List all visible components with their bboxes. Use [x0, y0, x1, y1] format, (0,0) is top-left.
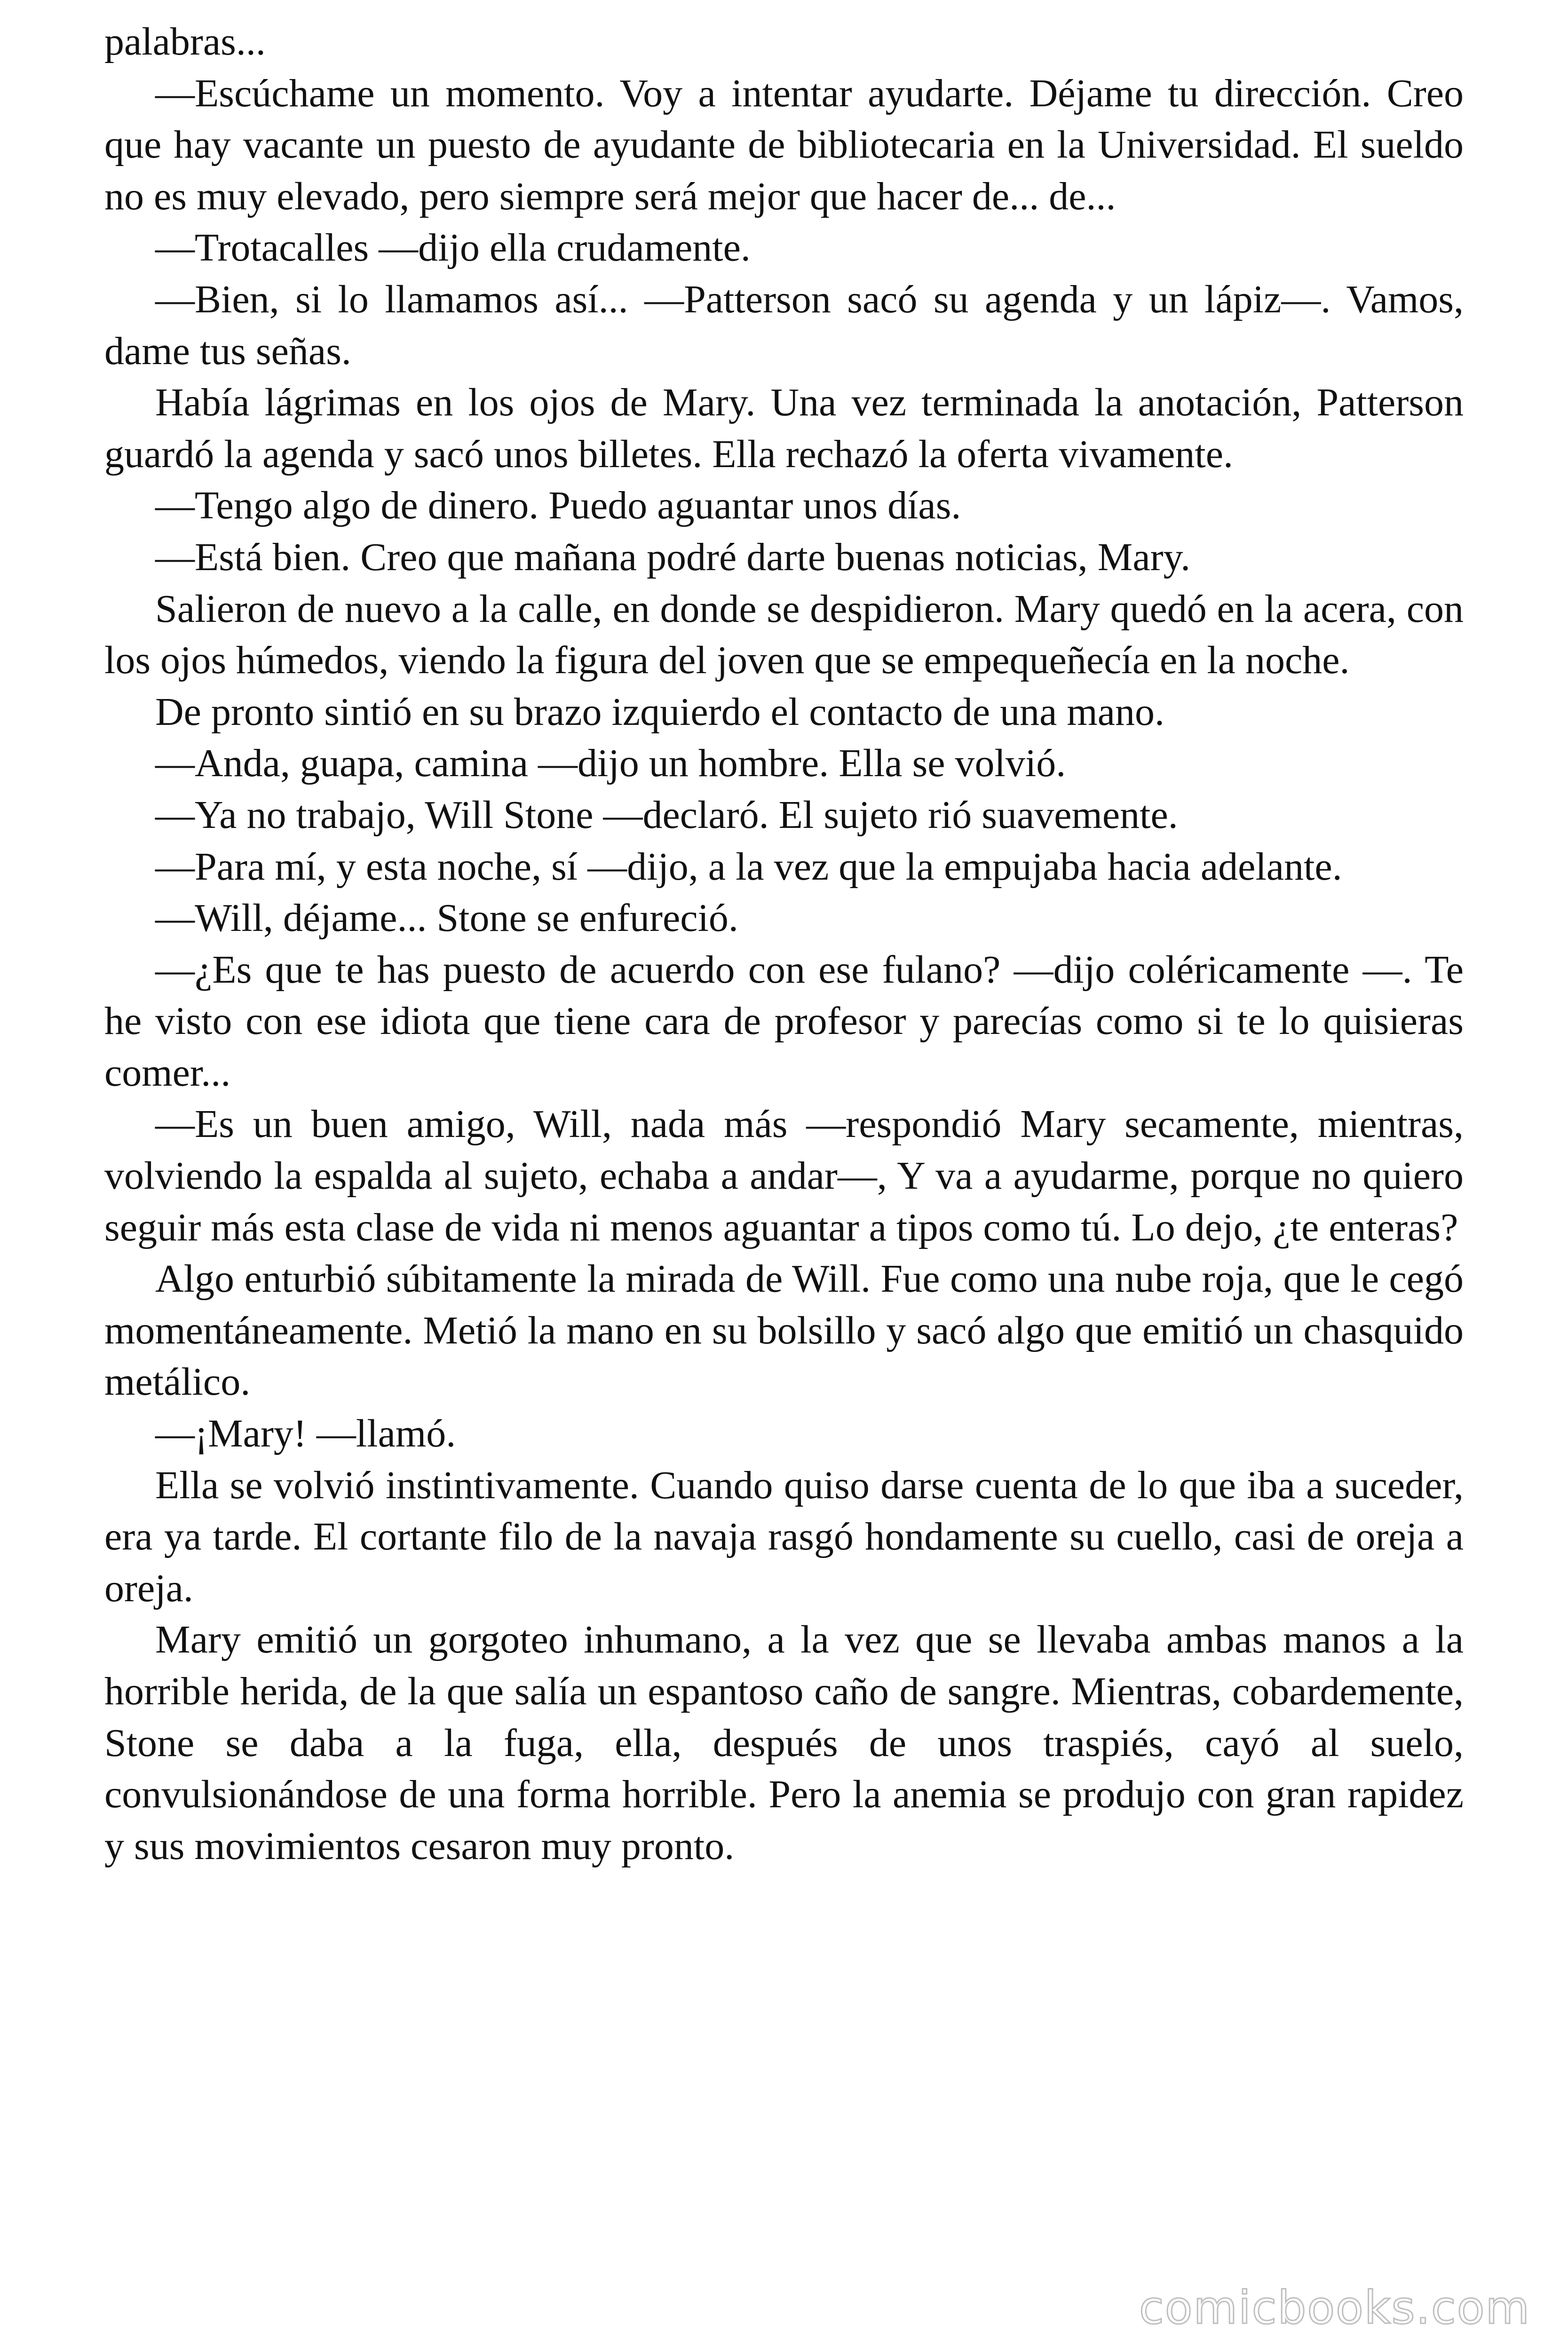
paragraph: Ella se volvió instintivamente. Cuando quiso darse cuenta de lo que iba a suceder, era ya tarde. El cortante filo de la navaja rasgó hondamente su cuello, casi de oreja a oreja.	[104, 1463, 1464, 1610]
paragraph: Había lágrimas en los ojos de Mary. Una vez terminada la anotación, Patterson guardó la agenda y sacó unos billetes. Ella rechazó la oferta vivamente.	[104, 381, 1464, 476]
paragraph: —Bien, si lo llamamos así... —Patterson sacó su agenda y un lápiz—. Vamos, dame tus señas.	[104, 277, 1464, 373]
paragraph: —Anda, guapa, camina —dijo un hombre. Ella se volvió.	[155, 741, 1066, 786]
paragraph: —Es un buen amigo, Will, nada más —respondió Mary secamente, mientras, volviendo la espalda al sujeto, echaba a andar—, Y va a ayudarme, porque no quiero seguir más esta clase de vida ni menos aguantar a tipos como tú. Lo dejo, ¿te enteras?	[104, 1102, 1464, 1249]
paragraph: —Trotacalles —dijo ella crudamente.	[155, 226, 751, 270]
paragraph: palabras...	[104, 20, 266, 64]
watermark-text: comicbooks.com	[1139, 2281, 1530, 2334]
paragraph: Mary emitió un gorgoteo inhumano, a la vez que se llevaba ambas manos a la horrible herida, de la que salía un espantoso caño de sangre. Mientras, cobardemente, Stone se daba a la fuga, ella, después de unos traspiés, cayó al suelo, convulsionándose de una forma horrible. Pero la anemia se produjo con gran rapidez y sus movimientos cesaron muy pronto.	[104, 1618, 1464, 1868]
body-text	[104, 16, 1464, 1872]
paragraph: —¿Es que te has puesto de acuerdo con ese fulano? —dijo coléricamente —. Te he visto con ese idiota que tiene cara de profesor y parecías como si te lo quisieras comer...	[104, 947, 1464, 1095]
paragraph: Algo enturbió súbitamente la mirada de Will. Fue como una nube roja, que le cegó momentáneamente. Metió la mano en su bolsillo y sacó algo que emitió un chasquido metálico.	[104, 1257, 1464, 1404]
paragraph: —Ya no trabajo, Will Stone —declaró. El sujeto rió suavemente.	[155, 793, 1178, 837]
paragraph: —Está bien. Creo que mañana podré darte buenas noticias, Mary.	[155, 535, 1191, 579]
paragraph: —Escúchame un momento. Voy a intentar ayudarte. Déjame tu dirección. Creo que hay vacante un puesto de ayudante de bibliotecaria en la Universidad. El sueldo no es muy elevado, pero siempre será mejor que hacer de... de...	[104, 71, 1464, 218]
paragraph: Salieron de nuevo a la calle, en donde se despidieron. Mary quedó en la acera, con los ojos húmedos, viendo la figura del joven que se empequeñecía en la noche.	[104, 587, 1464, 683]
paragraph: —Tengo algo de dinero. Puedo aguantar unos días.	[155, 484, 961, 528]
paragraph: —¡Mary! —llamó.	[155, 1412, 456, 1456]
paragraph: —Para mí, y esta noche, sí —dijo, a la vez que la empujaba hacia adelante.	[155, 844, 1342, 889]
paragraph: De pronto sintió en su brazo izquierdo el contacto de una mano.	[155, 690, 1165, 734]
paragraph: —Will, déjame... Stone se enfureció.	[155, 896, 738, 940]
